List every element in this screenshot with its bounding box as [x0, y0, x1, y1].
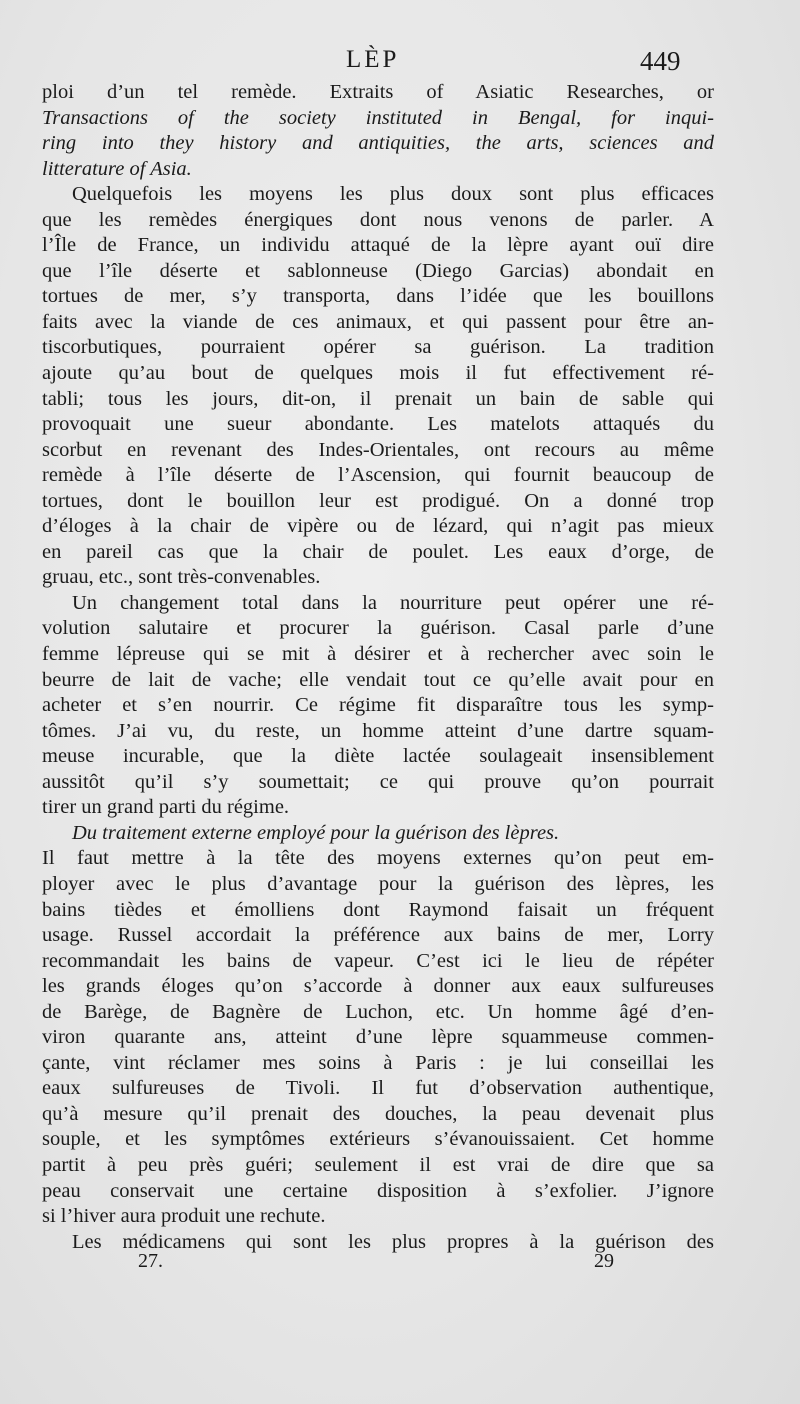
- text-line: aussitôt qu’il s’y soumettait; ce qui prouve qu’on pourrait: [42, 770, 714, 793]
- text-line: Un changement total dans la nourriture peut opérer une ré-: [72, 591, 714, 614]
- text-line: viron quarante ans, atteint d’une lèpre squammeuse commen-: [42, 1026, 714, 1049]
- text-line: tabli; tous les jours, dit-on, il prenait un bain de sable qui: [42, 387, 714, 410]
- text-line: Quelquefois les moyens les plus doux sont plus efficaces: [72, 183, 714, 206]
- text-line: Les médicamens qui sont les plus propres à la guérison des: [72, 1230, 714, 1253]
- text-line: qu’à mesure qu’il prenait des douches, la peau devenait plus: [42, 1102, 714, 1125]
- text-line: de Barège, de Bagnère de Luchon, etc. Un homme âgé d’en-: [42, 1000, 714, 1023]
- text-line: eaux sulfureuses de Tivoli. Il fut d’observation authentique,: [42, 1077, 714, 1100]
- page-number: 449: [640, 46, 681, 76]
- text-line: en pareil cas que la chair de poulet. Les eaux d’orge, de: [42, 540, 714, 563]
- text-line: volution salutaire et procurer la guérison. Casal parle d’une: [42, 617, 714, 640]
- text-line: ring into they history and antiquities, the arts, sciences and: [42, 132, 714, 155]
- text-line: si l’hiver aura produit une rechute.: [42, 1205, 326, 1228]
- text-line: scorbut en revenant des Indes-Orientales, ont recours au même: [42, 438, 714, 461]
- text-line: bains tièdes et émolliens dont Raymond faisait un fréquent: [42, 898, 714, 921]
- text-line: provoquait une sueur abondante. Les matelots attaqués du: [42, 413, 714, 436]
- text-line: faits avec la viande de ces animaux, et qui passent pour être an-: [42, 310, 714, 333]
- text-line: Transactions of the society instituted in Bengal, for inqui-: [42, 106, 714, 129]
- text-line: remède à l’île déserte de l’Ascension, qui fournit beaucoup de: [42, 464, 714, 487]
- text-line: l’Île de France, un individu attaqué de la lèpre ayant ouï dire: [42, 234, 714, 257]
- text-line: tiscorbutiques, pourraient opérer sa guérison. La tradition: [42, 336, 714, 359]
- text-line: ajoute qu’au bout de quelques mois il fut effectivement ré-: [42, 362, 714, 385]
- text-line: que les remèdes énergiques dont nous venons de parler. A: [42, 208, 714, 231]
- text-line: Il faut mettre à la tête des moyens externes qu’on peut em-: [42, 847, 714, 870]
- text-line: beurre de lait de vache; elle vendait tout ce qu’elle avait pour en: [42, 668, 714, 691]
- text-line: gruau, etc., sont très-convenables.: [42, 566, 321, 589]
- sheet-number: 29: [594, 1250, 614, 1272]
- text-line: usage. Russel accordait la préférence aux bains de mer, Lorry: [42, 924, 714, 947]
- section-heading: Du traitement externe employé pour la guérison des lèpres.: [72, 821, 560, 844]
- text-line: d’éloges à la chair de vipère ou de lézard, qui n’agit pas mieux: [42, 515, 714, 538]
- text-line: acheter et s’en nourrir. Ce régime fit disparaître tous les symp-: [42, 694, 714, 717]
- text-line: souple, et les symptômes extérieurs s’évanouissaient. Cet homme: [42, 1128, 714, 1151]
- text-line: recommandait les bains de vapeur. C’est ici le lieu de répéter: [42, 949, 714, 972]
- text-line: les grands éloges qu’on s’accorde à donner aux eaux sulfureuses: [42, 975, 714, 998]
- body-text: [42, 80, 714, 1255]
- running-title: LÈP: [346, 46, 400, 73]
- text-line: tortues de mer, s’y transporta, dans l’idée que les bouillons: [42, 285, 714, 308]
- text-line: ploi d’un tel remède. Extraits of Asiatic Researches, or: [42, 81, 714, 103]
- text-line: femme lépreuse qui se mit à désirer et à rechercher avec soin le: [42, 643, 714, 666]
- text-line: tirer un grand parti du régime.: [42, 796, 290, 819]
- text-line: tômes. J’ai vu, du reste, un homme atteint d’une dartre squam-: [42, 719, 714, 742]
- text-line: ployer avec le plus d’avantage pour la guérison des lèpres, les: [42, 872, 714, 895]
- signature-mark: 27.: [138, 1250, 163, 1272]
- page-footer: [0, 1250, 800, 1280]
- text-line: peau conservait une certaine disposition à s’exfolier. J’ignore: [42, 1179, 714, 1202]
- text-line: litterature of Asia.: [42, 157, 192, 180]
- text-line: que l’île déserte et sablonneuse (Diego Garcias) abondait en: [42, 259, 714, 282]
- running-head: [0, 40, 800, 80]
- text-line: çante, vint réclamer mes soins à Paris : je lui conseillai les: [42, 1051, 714, 1074]
- text-line: tortues, dont le bouillon leur est prodigué. On a donné trop: [42, 489, 714, 512]
- text-line: meuse incurable, que la diète lactée soulageait insensiblement: [42, 745, 714, 768]
- text-line: partit à peu près guéri; seulement il est vrai de dire que sa: [42, 1153, 714, 1176]
